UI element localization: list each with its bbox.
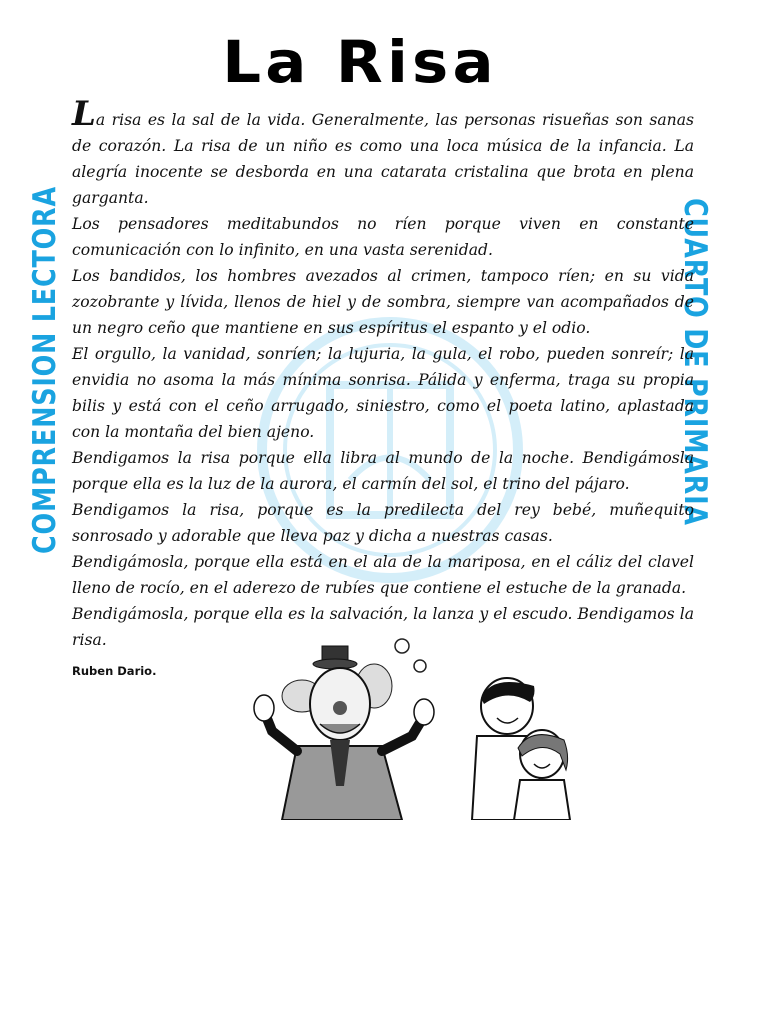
- side-label-right-text: CUARTO DE PRIMARIA: [677, 198, 713, 526]
- paragraph-4: El orgullo, la vanidad, sonríen; la lujuria, la gula, el robo, pueden sonreír; la envidia no asoma la más mínima sonrisa. Pálida y enferma, traga su propia bilis y está con el ceño arrugado, siniestro, como el poeta latino, aplastada con la montaña del bien ajeno.: [72, 345, 694, 441]
- paragraph-2: Los pensadores meditabundos no ríen porque viven en constante comunicación con lo infinito, en una vasta serenidad.: [72, 215, 694, 259]
- paragraph-1-text: a risa es la sal de la vida. Generalmente, las personas risueñas son sanas de corazón. La risa de un niño es como una loca música de la infancia. La alegría inocente se desborda en una catarata cristalina que brota en plena garganta.: [72, 111, 694, 207]
- paragraph-7: Bendigámosla, porque ella está en el ala de la mariposa, en el cáliz del clavel lleno de rocío, en el aderezo de rubíes que contiene el estuche de la granada.: [72, 553, 694, 597]
- page-title: La Risa: [222, 28, 498, 96]
- paragraph-1: [72, 94, 694, 211]
- drop-cap: L: [72, 94, 96, 134]
- clown-and-children-illustration: [252, 636, 590, 820]
- reading-text: [72, 94, 694, 653]
- author-name: Ruben Dario.: [72, 664, 157, 678]
- side-label-left-text: COMPRENSION LECTORA: [27, 186, 63, 554]
- paragraph-8: Bendigámosla, porque ella es la salvación, la lanza y el escudo. Bendigamos la risa.: [72, 605, 694, 649]
- paragraph-6: Bendigamos la risa, porque es la predilecta del rey bebé, muñequito sonrosado y adorable que lleva paz y dicha a nuestras casas.: [72, 501, 694, 545]
- paragraph-5: Bendigamos la risa porque ella libra al mundo de la noche. Bendigámosla porque ella es la luz de la aurora, el carmín del sol, el trino del pájaro.: [72, 449, 694, 493]
- paragraph-3: Los bandidos, los hombres avezados al crimen, tampoco ríen; en su vida zozobrante y lívida, llenos de hiel y de sombra, siempre van acompañados de un negro ceño que mantiene en sus espíritus el espanto y el odio.: [72, 267, 694, 337]
